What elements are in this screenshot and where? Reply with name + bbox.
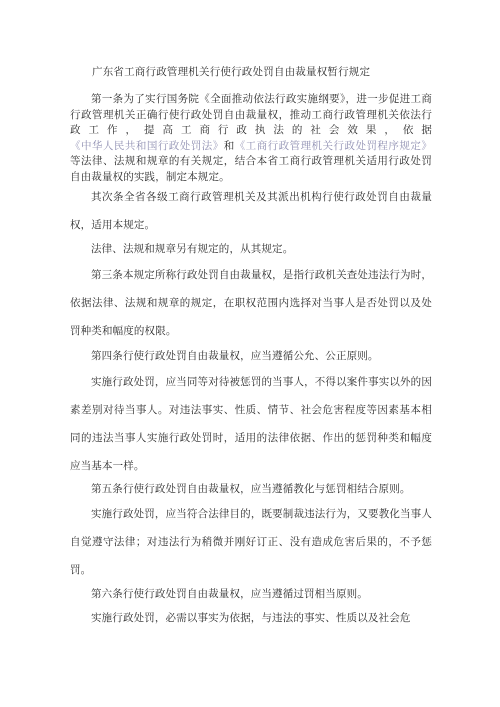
law-reference-administrative-penalty-law[interactable]: 《中华人民共和国行政处罚法》	[70, 139, 224, 152]
article-5: 第五条行使行政处罚自由裁量权，应当遵循教化与惩罚相结合原则。	[91, 483, 411, 495]
article-3: 第三条本规定所称行政处罚自由裁量权，是指行政机关查处违法行为时，依据法律、法规和规章的规定，在职权范围内选择对当事人是否处罚以及处罚种类和幅度的权限。	[70, 269, 432, 337]
article-1	[70, 92, 432, 185]
article-6-body: 实施行政处罚，必需以事实为依据，与违法的事实、性质以及社会危	[91, 612, 411, 624]
law-reference-procedure-rules[interactable]: 《工商行政管理机关行政处罚程序规定》	[234, 139, 432, 152]
article-6: 第六条行使行政处罚自由裁量权，应当遵循过罚相当原则。	[91, 588, 368, 600]
article-2: 其次条全省各级工商行政管理机关及其派出机构行使行政处罚自由裁量权，适用本规定。	[70, 191, 432, 231]
article-1-text-a: 第一条为了实行国务院《全面推动依法行政实施纲要》，进一步促进工商行政管理机关正确行使行政处罚自由裁量权，推动工商行政管理机关依法行政工作，提高工商行政执法的社会效果，依据	[70, 93, 432, 136]
article-4: 第四条行使行政处罚自由裁量权，应当遵循公允、公正原则。	[91, 350, 379, 362]
article-2-note: 法律、法规和规章另有规定的，从其规定。	[91, 243, 294, 255]
article-1-text-b: 和	[223, 139, 235, 152]
article-5-body: 实施行政处罚，应当符合法律目的，既要制裁违法行为，又要教化当事人自觉遵守法律；对违法行为稍微并刚好订正、没有造成危害后果的，不予惩罚。	[70, 508, 432, 576]
article-1-text-c: 等法律、法规和规章的有关规定，结合本省工商行政管理机关适用行政处罚自由裁量权的实践，制定本规定。	[70, 155, 432, 183]
article-4-body: 实施行政处罚，应当同等对待被惩罚的当事人，不得以案件事实以外的因素差别对待当事人。对违法事实、性质、情节、社会危害程度等因素基本相同的违法当事人实施行政处罚时，适用的法律依据、作出的惩罚种类和幅度应当基本一样。	[70, 376, 432, 472]
document-title: 广东省工商行政管理机关行使行政处罚自由裁量权暂行规定	[92, 66, 371, 78]
